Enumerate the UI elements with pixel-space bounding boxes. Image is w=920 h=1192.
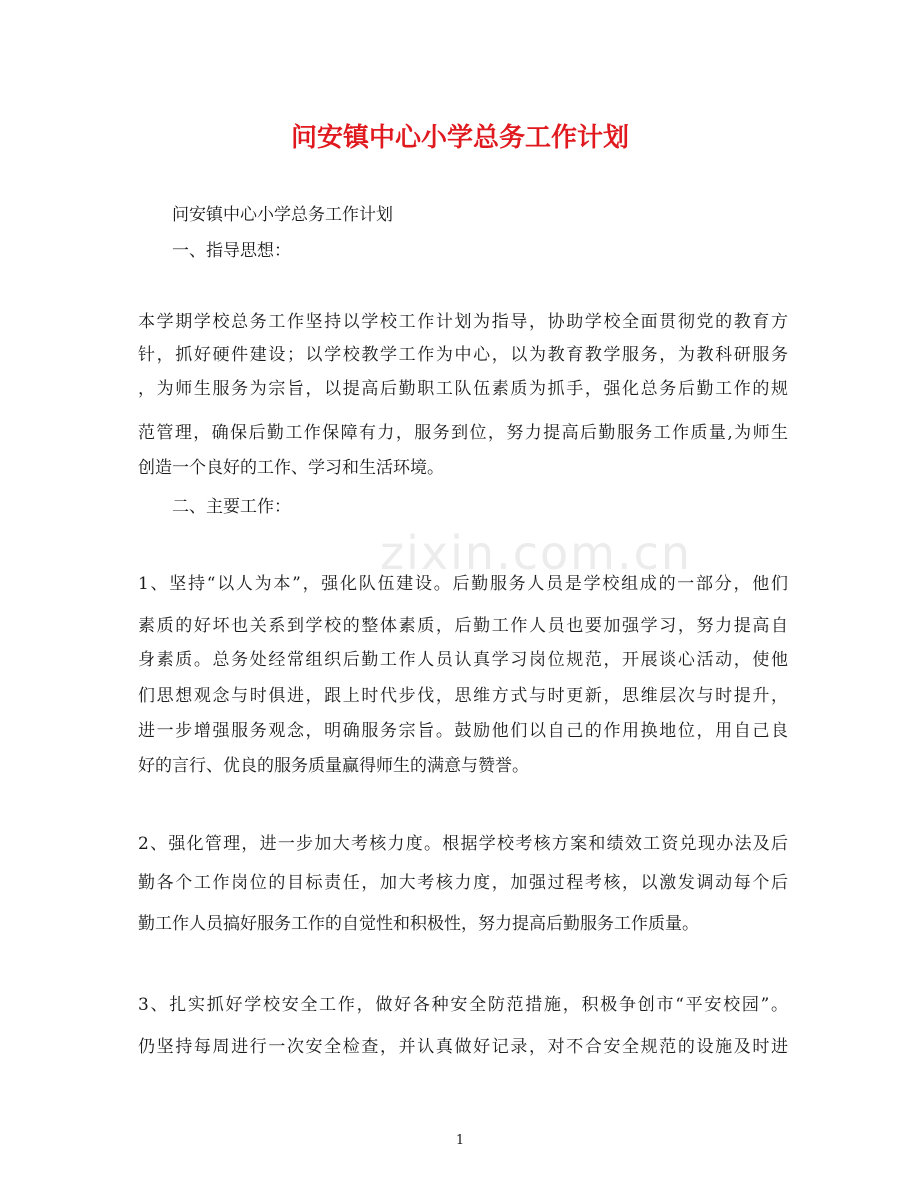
item1-line: 进一步增强服务观念，明确服务宗旨。鼓励他们以自己的作用换地位，用自己良 — [138, 721, 788, 741]
page-number: 1 — [455, 1133, 465, 1148]
section2-heading: 二、主要工作： — [172, 497, 291, 517]
item2-line: 2、强化管理，进一步加大考核力度。根据学校考核方案和绩效工资兑现办法及后 — [138, 834, 788, 854]
paragraph-line: 创造一个良好的工作、学习和生活环境。 — [138, 458, 444, 478]
item1-line: 们思想观念与时俱进，跟上时代步伐，思维方式与时更新，思维层次与时提升， — [138, 686, 788, 706]
document-title: 问安镇中心小学总务工作计划 — [290, 123, 629, 153]
document-subtitle: 问安镇中心小学总务工作计划 — [172, 205, 393, 225]
item3-line: 3、扎实抓好学校安全工作，做好各种安全防范措施，积极争创市“平安校园”。 — [138, 995, 788, 1015]
paragraph-line: 本学期学校总务工作坚持以学校工作计划为指导，协助学校全面贯彻党的教育方 — [138, 312, 788, 332]
item3-line: 仍坚持每周进行一次安全检查，并认真做好记录，对不合安全规范的设施及时进 — [138, 1037, 788, 1057]
item2-line: 勤各个工作岗位的目标责任，加大考核力度，加强过程考核，以激发调动每个后 — [138, 873, 788, 893]
item1-line: 1、坚持“以人为本”，强化队伍建设。后勤服务人员是学校组成的一部分，他们 — [138, 574, 788, 594]
paragraph-line: ，为师生服务为宗旨，以提高后勤职工队伍素质为抓手，强化总务后勤工作的规 — [138, 379, 788, 399]
paragraph-line: 范管理，确保后勤工作保障有力，服务到位，努力提高后勤服务工作质量,为师生 — [138, 423, 788, 443]
watermark: zixin.com.cn — [380, 526, 693, 580]
paragraph-line: 针，抓好硬件建设；以学校教学工作为中心，以为教育教学服务，为教科研服务 — [138, 345, 788, 365]
item2-line: 勤工作人员搞好服务工作的自觉性和积极性，努力提高后勤服务工作质量。 — [138, 914, 699, 934]
section1-heading: 一、指导思想： — [172, 241, 291, 261]
item1-line: 身素质。总务处经常组织后勤工作人员认真学习岗位规范，开展谈心活动，使他 — [138, 650, 788, 670]
item1-line: 好的言行、优良的服务质量赢得师生的满意与赞誉。 — [138, 756, 529, 776]
item1-line: 素质的好坏也关系到学校的整体素质，后勤工作人员也要加强学习，努力提高自 — [138, 616, 788, 636]
